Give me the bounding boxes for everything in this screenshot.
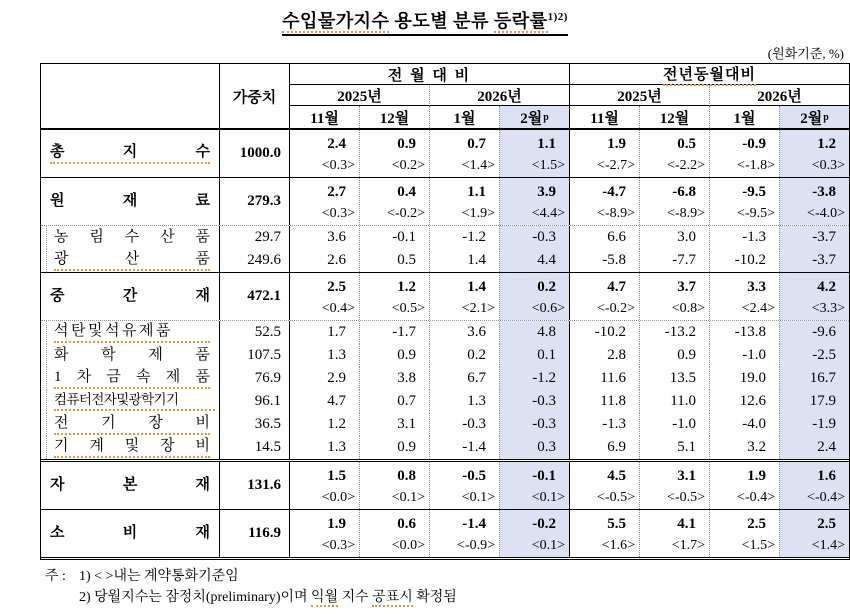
value-cell: 1.2 [289,413,359,436]
header-month: 1월 [429,106,499,128]
value-cell: 1.4 <2.1> [429,273,499,320]
value-cell-preliminary: 4.4 [499,249,569,272]
value-cell: 3.6 [429,321,499,344]
value-cell: 1.3 [289,436,359,459]
header-year: 2026년 [709,85,849,106]
value-cell-preliminary: -0.2 <0.1> [499,510,569,557]
header-month: 11월 [569,106,639,128]
value-cell-preliminary: -2.5 [779,344,849,367]
row-label: 전 기 장 비 [46,413,219,436]
value-cell: 0.9 <0.2> [359,130,429,177]
header-year: 2025년 [289,85,429,106]
header-year: 2026년 [429,85,569,106]
value-cell-preliminary: 1.6 <-0.4> [779,462,849,509]
value-cell: 11.6 [569,367,639,390]
value-cell-preliminary: 4.8 [499,321,569,344]
value-cell-preliminary: 16.7 [779,367,849,390]
title-part1: 수입물가지수 [282,11,390,31]
value-cell: 2.5 <1.5> [709,510,779,557]
value-cell: 5.5 <1.6> [569,510,639,557]
value-cell: -9.5 <-9.5> [709,178,779,225]
header-month: 11월 [289,106,359,128]
value-cell: 2.5 <0.4> [289,273,359,320]
value-cell-preliminary: 1.1 <1.5> [499,130,569,177]
table-row [41,273,849,321]
value-cell: -0.3 [429,413,499,436]
row-label: 석탄및석유제품 [46,321,219,344]
value-cell: 11.8 [569,390,639,413]
value-cell: 1.3 [429,390,499,413]
table-body [41,130,849,560]
value-cell: -1.0 [639,413,709,436]
preliminary-mark: p [543,111,549,123]
value-cell: 4.1 <1.7> [639,510,709,557]
preliminary-mark: p [823,111,829,123]
row-label: 기 계 및 장 비 [46,436,219,459]
row-label: 1 차 금 속 제 품 [46,367,219,390]
value-cell: 3.2 [709,436,779,459]
value-cell: 4.7 [289,390,359,413]
value-cell: 3.7 <0.8> [639,273,709,320]
value-cell-preliminary: 17.9 [779,390,849,413]
header-group-yoy: 전년동월대비 [569,64,849,85]
footnote-2: 2) 당월지수는 잠정치(preliminary)이며 익월 지수 공표시 확정됨 [79,590,457,605]
value-cell: 0.7 [359,390,429,413]
value-cell: 1.7 [289,321,359,344]
value-cell-preliminary: -9.6 [779,321,849,344]
value-cell: 1.5 <0.0> [289,462,359,509]
row-weight: 29.7 [219,226,289,249]
footnote-prefix: 주 : [45,569,66,584]
value-cell: 1.3 [289,344,359,367]
value-cell-preliminary: 2.5 <1.4> [779,510,849,557]
table-row [41,178,849,226]
value-cell: 2.7 <0.3> [289,178,359,225]
table-row [41,367,849,390]
value-cell-preliminary: -3.7 [779,226,849,249]
value-cell-preliminary: -0.3 [499,226,569,249]
row-label: 농 림 수 산 품 [46,226,219,249]
value-cell: 1.2 <0.5> [359,273,429,320]
row-label: 총 지 수 [41,130,219,177]
value-cell: 0.9 [639,344,709,367]
row-label: 중 간 재 [50,288,210,305]
value-cell: 2.4 <0.3> [289,130,359,177]
row-label: 원 재 료 [50,193,210,210]
table-row [41,321,849,344]
value-cell-preliminary: 1.2 <0.3> [779,130,849,177]
row-weight: 249.6 [219,249,289,272]
value-cell-preliminary: 0.3 [499,436,569,459]
value-cell: 1.9 <-2.7> [569,130,639,177]
value-cell: 1.1 <1.9> [429,178,499,225]
value-cell: -10.2 [569,321,639,344]
table-row [41,413,849,436]
value-cell: 0.9 [359,344,429,367]
header-month: 12월 [359,106,429,128]
value-cell: 0.8 <0.1> [359,462,429,509]
value-cell: 4.7 <-0.2> [569,273,639,320]
value-cell: 0.9 [359,436,429,459]
row-weight: 14.5 [219,436,289,459]
row-weight: 96.1 [219,390,289,413]
value-cell: 3.1 [359,413,429,436]
title-part3: 등락률 [493,11,548,31]
table-row [41,462,849,510]
value-cell: 6.7 [429,367,499,390]
value-cell: 1.9 <-0.4> [709,462,779,509]
value-cell-preliminary: -3.8 <-4.0> [779,178,849,225]
value-cell: 3.8 [359,367,429,390]
row-weight: 116.9 [219,510,289,557]
value-cell: -0.9 <-1.8> [709,130,779,177]
value-cell-preliminary: 0.2 <0.6> [499,273,569,320]
import-price-table [40,63,850,560]
value-cell-preliminary: 0.1 [499,344,569,367]
table-row [41,390,849,413]
value-cell: -5.8 [569,249,639,272]
row-weight: 36.5 [219,413,289,436]
page-title [0,7,850,37]
value-cell: 6.9 [569,436,639,459]
value-cell: -7.7 [639,249,709,272]
value-cell: 3.1 <-0.5> [639,462,709,509]
value-cell: 4.5 <-0.5> [569,462,639,509]
value-cell: -1.0 [709,344,779,367]
header-corner-cell [41,64,219,128]
header-month-preliminary: 2월 p [499,106,569,128]
value-cell-preliminary: -1.9 [779,413,849,436]
header-group-mom: 전 월 대 비 [289,64,569,85]
value-cell: -0.5 <0.1> [429,462,499,509]
table-row [41,249,849,273]
value-cell-preliminary: 4.2 <3.3> [779,273,849,320]
table-row [41,436,849,462]
value-cell: 2.8 [569,344,639,367]
header-month: 12월 [639,106,709,128]
row-label: 광 산 품 [46,249,219,272]
unit-note: (원화기준, %) [767,46,844,61]
value-cell: 0.2 [429,344,499,367]
value-cell: -13.2 [639,321,709,344]
footnote-1: 1) < >내는 계약통화기준임 [79,569,239,584]
value-cell: -4.0 [709,413,779,436]
value-cell: -1.3 [569,413,639,436]
value-cell-preliminary: -0.3 [499,390,569,413]
header-year: 2025년 [569,85,709,106]
table-header [41,63,849,130]
value-cell: -4.7 <-8.9> [569,178,639,225]
title-part2: 용도별 분류 [389,11,494,31]
value-cell: -13.8 [709,321,779,344]
row-label: 소 비 재 [50,525,210,542]
header-month-preliminary: 2월 p [779,106,849,128]
value-cell-preliminary: -1.2 [499,367,569,390]
value-cell: -1.2 [429,226,499,249]
value-cell: -6.8 <-8.9> [639,178,709,225]
header-weight: 가중치 [219,64,289,128]
row-weight: 279.3 [219,178,289,225]
value-cell-preliminary: -0.3 [499,413,569,436]
row-weight: 76.9 [219,367,289,390]
value-cell: 1.4 [429,249,499,272]
value-cell: 12.6 [709,390,779,413]
value-cell: 0.5 [359,249,429,272]
value-cell: 2.6 [289,249,359,272]
footnotes [45,566,850,608]
value-cell: 11.0 [639,390,709,413]
row-weight: 472.1 [219,273,289,320]
value-cell: -10.2 [709,249,779,272]
value-cell: 3.6 [289,226,359,249]
row-weight: 1000.0 [219,130,289,177]
value-cell-preliminary: -3.7 [779,249,849,272]
value-cell: 1.9 <0.3> [289,510,359,557]
value-cell: -1.3 [709,226,779,249]
table-row [41,130,849,178]
value-cell-preliminary: -0.1 <0.1> [499,462,569,509]
value-cell: 3.0 [639,226,709,249]
title-footnote-marks: 1)2) [547,11,568,23]
value-cell-preliminary: 2.4 [779,436,849,459]
row-label: 컴퓨터전자및광학기기 [46,390,219,413]
value-cell: 6.6 [569,226,639,249]
value-cell: 0.4 <-0.2> [359,178,429,225]
value-cell: -0.1 [359,226,429,249]
value-cell: 0.6 <0.0> [359,510,429,557]
table-row [41,510,849,560]
value-cell: -1.4 [429,436,499,459]
value-cell: 2.9 [289,367,359,390]
value-cell: 3.3 <2.4> [709,273,779,320]
value-cell: 13.5 [639,367,709,390]
value-cell: 0.7 <1.4> [429,130,499,177]
table-row [41,344,849,367]
value-cell: 19.0 [709,367,779,390]
table-row [41,226,849,249]
value-cell-preliminary: 3.9 <4.4> [499,178,569,225]
value-cell: 5.1 [639,436,709,459]
row-weight: 107.5 [219,344,289,367]
row-label: 자 본 재 [50,477,210,494]
value-cell: -1.4 <-0.9> [429,510,499,557]
row-weight: 52.5 [219,321,289,344]
row-weight: 131.6 [219,462,289,509]
header-month: 1월 [709,106,779,128]
row-label: 화 학 제 품 [46,344,219,367]
value-cell: 0.5 <-2.2> [639,130,709,177]
value-cell: -1.7 [359,321,429,344]
